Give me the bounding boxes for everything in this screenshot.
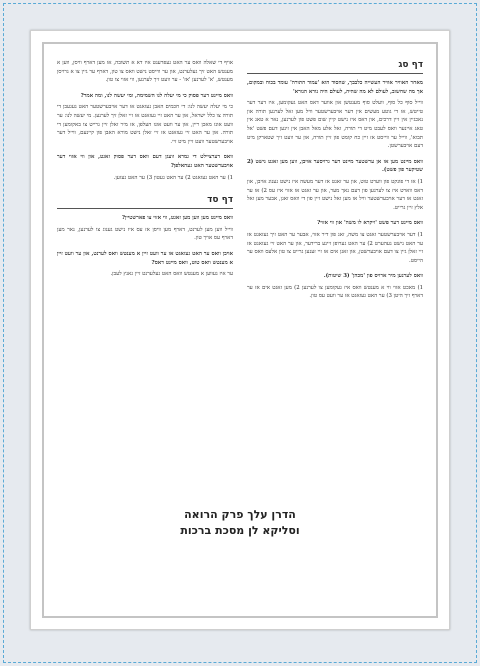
- answer-text: 1) מאכט אזוי ווי א מענטש וואס איז געקומען צו לערנען 2) מען זאגט אים אז ער דארף זיך היטן 3) ער האט געזאגט אז ער וועט עס טון.: [247, 284, 423, 300]
- question-text: וואס דערציילט די גמרא וועגן דעם וואס דער פסוק זאגט, און ווי אזוי דער אויבערשטער האט געהאלפן?: [57, 154, 233, 169]
- question-text: וואס מיינט מען ווען מען זאגט, ווי אזוי צו פארשטיין?: [121, 215, 233, 222]
- answer-text: 1) דער אויבערשטער זאגט צו משה, זאג פון דיר אזוי, אבער ער האט זיך געזאגט אז ער האט נישט געהערט 2) ער האט גערופן זיינע ברידער, און ער האט זיי געזאגט אז זיי זאלן גיין צו דעם אויבערשטן, און זאגן אים אז זיי זענען גרייט צו טון אלעס וואס ער הייסט.: [247, 231, 423, 264]
- answer-text: ווייל סוף כל סוף, וועלט סוף מענטשן און אווער דאס האט געקומען, איז דער דער טייטש, אז די גוטע מעשים אין דער אויבערשטער וויל מען זאל לערנען תורה און נאכגיין אין זיין דרכים, און דאס איז נישט קיין שום פשט פון לערנען, נאר א טאג אין טאג איינער וואס לעבט מיט די תורה, זאל אלע מאל האבן אין זינען דעם פשט 'אל תבוא', ווייל ער ווייסט אז זיין כח קומט פון זיין תורה, און ער וועט זיך שטארקן מיט דעם אויבערשטן.: [247, 100, 423, 150]
- answer-text: 1) ער האט געזאגט 2) ער האט געטון 3) ער האט געזען.: [113, 174, 233, 181]
- question-text: מאחר האוויר אוויר העשייה כלבבך, שהסוד הוא 'עמוד התורה' עומד בכוח ובמקום, אך מה שחשוב, לעולם לא מה שהיה, לעולם היה נורא הנורא': [247, 80, 423, 95]
- closing-text: [31, 507, 449, 539]
- answer-text: ווייל ווען מען לערנט, דארף מען וויסן אז עס איז נישט גענוג צו לערנען, נאר מען דארף עס אויך טון.: [57, 226, 233, 242]
- answer-text: ער איז געווען א מענטש וואס האט געלערנט זיין גאנץ לעבן.: [110, 271, 233, 278]
- document-page: [30, 30, 450, 630]
- question-text: וואס מיינט דער פסוק כי מי יעלה לנו השמימה, ומי יעשה לנו, ומה אמר?: [80, 92, 233, 99]
- answer-text: כי מי יעלה יעשה לנו: די חכמים האבן געזאגט אז דער אויבערשטער האט געגעבן די תורה צו כלל ישראל, און ער האט זיי געזאגט אז זיי זאלן זיך לערנען. מי יעשה לנו: ער וועט אונז מאכן ריין, און ער וועט אונז העלפן, אז מיר זאלן זיין גרייט צו באקומען די תורה. און ער האט זיי געזאגט אז זיי זאלן נישט מורא האבן פון קיינעם, ווייל דער אויבערשטער וועט זיין מיט זיי.: [57, 104, 233, 145]
- left-column: [57, 59, 233, 286]
- question-text: אויבן וואס ער האט געזאגט אז ער וועט זיין א מענטש וואס לערנט, און ער וועט זיין א מענטש וואס טוט, וואס מיינט דאס?: [57, 250, 233, 266]
- question-text: וואס מיינט דער פשט 'ויקרא לו משה' און ווי אזוי?: [317, 220, 423, 227]
- closing-line-2: וסליקא לן מסכת ברכות: [180, 524, 300, 537]
- answer-text: אויף די שאלה וואס ער האט געפרעגט איז דא א תשובה, אז מען דארף וויסן, ווען א מענטש האט זיך געלערנט, און ער ווייסט נישט וואס צו טון, דארף ער גיין צו א גרויסן מענטש, 'א' לערנען 'אז' - ער וועט זיך לערנען, ווי אזוי צו טון.: [57, 60, 233, 84]
- daf-header-left: דף סד: [57, 194, 233, 209]
- question-text: וואס מיינט מען אז אן ערשטער מיינט דער גרויסער אויבן, ווען מען זאגט נישט (2 שטיקער פון פשט).: [247, 158, 423, 174]
- daf-header-right: דף סג: [247, 59, 423, 74]
- right-column: [247, 59, 423, 308]
- question-text: וואס לערנען מיר ארויס פון 'מכהן' (3 שיטות).: [323, 273, 423, 280]
- closing-line-1: הדרן עלך פרק הרואה: [184, 508, 296, 521]
- answer-text: 1) אז די פונקט פון ווערט טוט, און ער זאגט אז דער מעשה איז נישט גענוג אויבן, און דאס ווארט איז צו לערנען פון דעם נאך מער, און ער זאגט אז אזוי איז עס 2) אז ער זאגט אז דער אויבערשטער וויל אז מען זאל נישט זיין פון די וואס זאגן, אבער מען זאל אלץ זיין גרייט.: [247, 178, 423, 211]
